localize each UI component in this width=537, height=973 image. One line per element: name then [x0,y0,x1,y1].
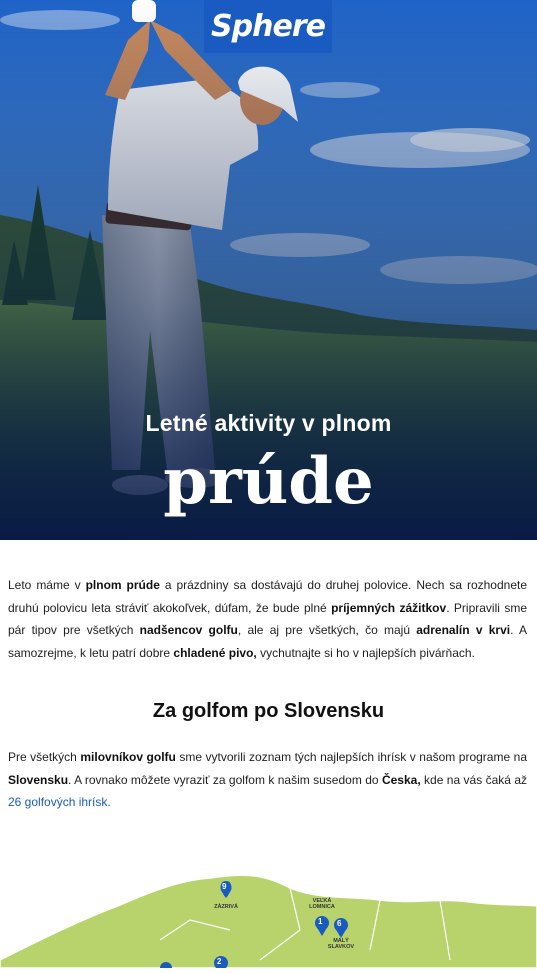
intro-bold: chladené pivo, [173,645,257,660]
pin-number: 9 [222,882,227,891]
pin-label: MALÝ SLAVKOV [327,938,355,950]
golf-bold: milovníkov golfu [80,750,176,764]
golf-bold: Česka, [381,772,421,787]
intro-text: , ale aj pre všetkých, čo majú [237,623,417,637]
hero-title: prúde [163,444,374,519]
intro-text: . A samozrejme, k letu patrí dobre [8,623,528,660]
slovakia-golf-map [0,860,537,968]
logo-text: Sphere [211,9,325,44]
golf-text: Pre všetkých [8,750,81,764]
czech-golf-courses-link[interactable]: 26 golfových ihrísk. [8,795,111,809]
pin-number: 2 [217,957,222,966]
map-shape [0,860,537,968]
intro-bold: príjemných zážitkov [331,600,447,615]
golf-text: sme vytvorili zoznam tých najlepších ihrísk v našom programe na [175,750,527,764]
intro-text: a prázdniny sa dostávajú do druhej polovice. Nech sa rozhodnete druhú polovicu leta stráviť akokoľvek, dúfam, že bude plné [8,578,528,615]
sphere-logo[interactable] [204,0,332,53]
intro-text: Leto máme v [8,578,86,592]
intro-bold: plnom prúde [85,578,160,592]
intro-text: vychutnajte si ho v najlepších pivárňach. [256,645,475,660]
intro-text: . Pripravili sme pár tipov pre všetkých [8,600,527,637]
hero-subtitle: Letné aktivity v plnom [145,410,392,436]
intro-bold: adrenalín v krvi [416,623,511,637]
golf-section-heading: Za golfom po Slovensku [152,700,385,722]
intro-bold: nadšencov golfu [139,623,238,637]
intro-paragraph [8,574,527,664]
golf-bold: Slovensku [8,772,69,787]
golf-text: . A rovnako môžete vyraziť za golfom k našim susedom do [68,772,382,787]
golf-paragraph [8,746,527,814]
golf-text: kde na vás čaká až [420,772,527,787]
pin-number: 1 [318,917,323,926]
pin-label: ZÁZRIVÁ [214,904,238,910]
pin-number: 6 [337,919,342,928]
pin-label: VEĽKÁ LOMNICA [309,898,335,910]
